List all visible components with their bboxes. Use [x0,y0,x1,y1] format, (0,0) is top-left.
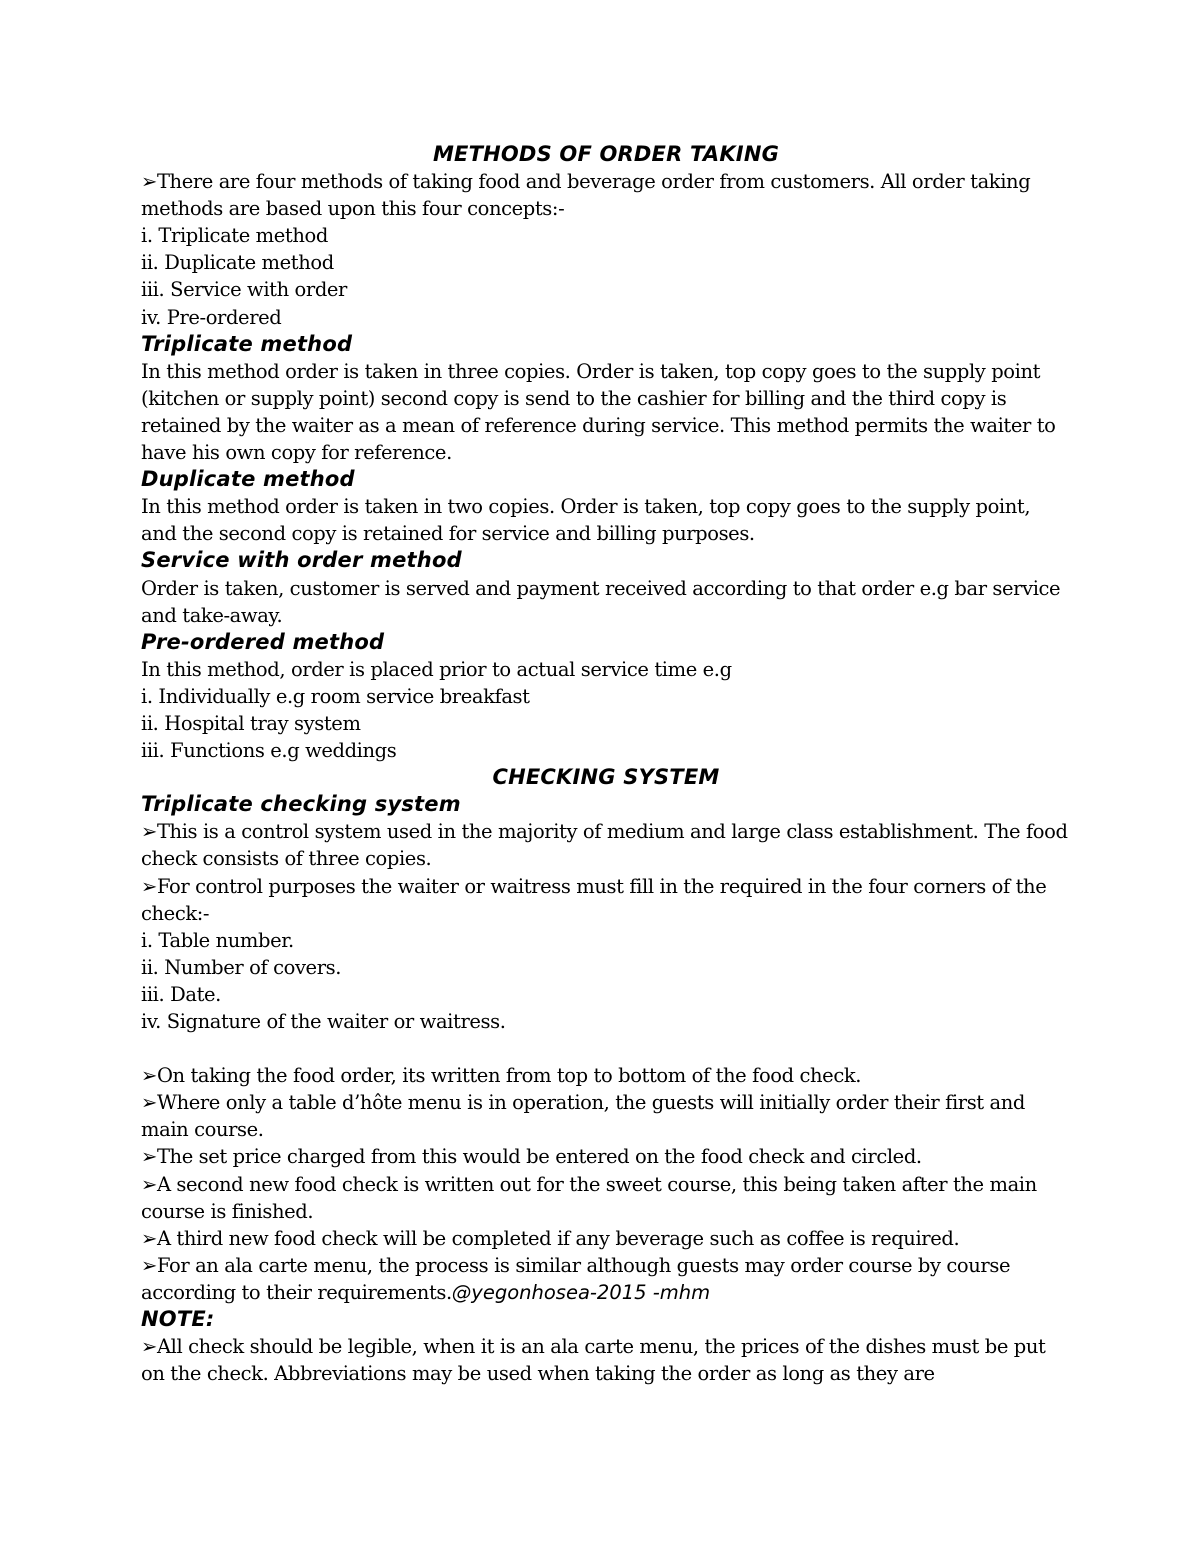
method-list-item: i. Triplicate method [141,224,328,248]
service-with-order-paragraph: Order is taken, customer is served and payment received according to that order e.g bar service and take-away. [141,576,1061,627]
bullet-point: ➢The set price charged from this would be entered on the food check and circled. [141,1145,922,1169]
bullet-point: ➢On taking the food order, its written from top to bottom of the food check. [141,1064,862,1088]
corner-list-item: iii. Date. [141,982,221,1006]
heading-triplicate-method: Triplicate method [141,331,353,356]
bullet-point: ➢A second new food check is written out for the sweet course, this being taken after the main course is finished. [141,1172,1037,1223]
pre-ordered-paragraph: In this method, order is placed prior to actual service time e.g [141,657,732,681]
heading-pre-ordered-method: Pre-ordered method [141,629,385,654]
intro-paragraph: ➢There are four methods of taking food and beverage order from customers. All order taking methods are based upon this four concepts:- [141,170,1031,221]
triplicate-paragraph: In this method order is taken in three copies. Order is taken, top copy goes to the supply point (kitchen or supply point) second copy is send to the cashier for billing and the third copy is retained by the waiter as a mean of reference during service. This method permits the waiter to have his own copy for reference. [141,359,1056,465]
heading-duplicate-method: Duplicate method [141,467,355,492]
pre-ordered-list-item: i. Individually e.g room service breakfast [141,684,530,708]
duplicate-paragraph: In this method order is taken in two copies. Order is taken, top copy goes to the supply point, and the second copy is retained for service and billing purposes. [141,495,1031,546]
bullet-point-with-signature [141,1252,1071,1306]
heading-note: NOTE: [141,1307,215,1332]
bullet-point: ➢Where only a table d’hôte menu is in operation, the guests will initially order their first and main course. [141,1091,1026,1142]
method-list-item: ii. Duplicate method [141,251,334,275]
pre-ordered-list-item: iii. Functions e.g weddings [141,739,397,763]
method-list-item: iv. Pre-ordered [141,305,282,329]
bullet-point: ➢A third new food check will be completed if any beverage such as coffee is required. [141,1226,960,1250]
corner-list-item: iv. Signature of the waiter or waitress. [141,1010,506,1033]
note-paragraph: ➢All check should be legible, when it is an ala carte menu, the prices of the dishes must be put on the check. Abbreviations may be used when taking the order as long as they are [141,1335,1046,1386]
checking-paragraph: ➢This is a control system used in the majority of medium and large class establishment. The food check consists of three copies. [141,820,1068,871]
heading-service-with-order-method: Service with order method [141,548,462,573]
document-page [141,141,1071,1387]
blank-line [141,1035,1071,1062]
bullet-point-text: ➢For an ala carte menu, the process is similar although guests may order course by course according to their requirements. [141,1253,1011,1304]
corner-list-item: ii. Number of covers. [141,955,342,979]
method-list-item: iii. Service with order [141,278,347,302]
corner-list-item: i. Table number. [141,928,294,952]
checking-paragraph: ➢For control purposes the waiter or waitress must fill in the required in the four corners of the check:- [141,874,1047,925]
title-methods-of-order-taking: METHODS OF ORDER TAKING [432,142,780,166]
pre-ordered-list-item: ii. Hospital tray system [141,711,361,735]
heading-triplicate-checking-system: Triplicate checking system [141,792,461,817]
author-signature: @yegonhosea-2015 -mhm [451,1280,711,1304]
title-checking-system: CHECKING SYSTEM [492,765,720,790]
